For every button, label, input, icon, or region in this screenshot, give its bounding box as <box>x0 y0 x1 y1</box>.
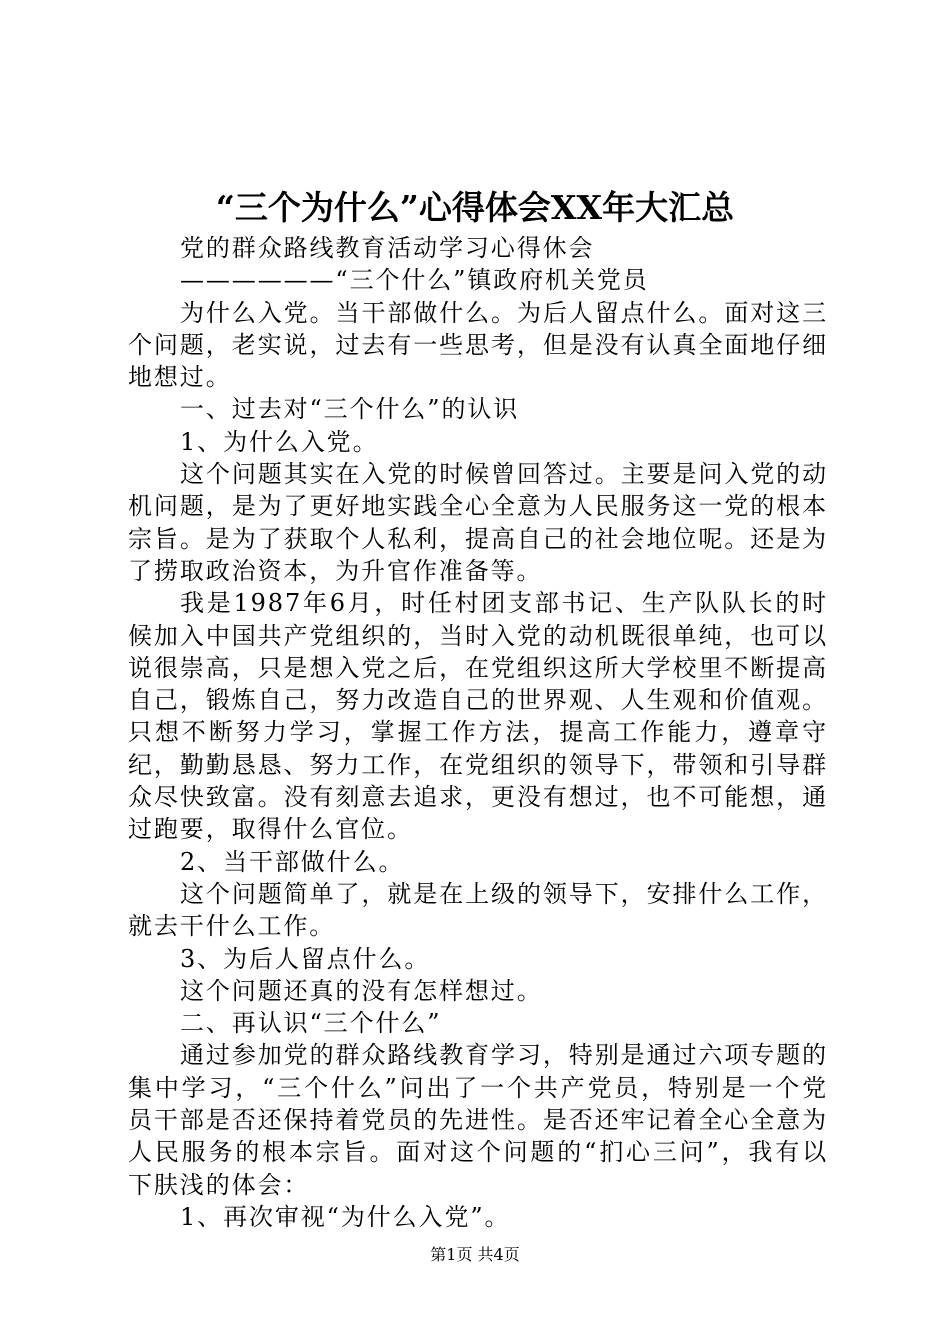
paragraph-subtitle: 党的群众路线教育活动学习心得休会 <box>180 234 595 262</box>
paragraph-why-join: 这个问题其实在入党的时候曾回答过。主要是问入党的动机问题，是为了更好地实践全心全意为人民服务这一党的根本宗旨。是为了获取个人私利，提高自己的社会地位呢。还是为了捞取政治资本，为升官作准备等。 <box>128 460 828 585</box>
paragraph-intro: 为什么入党。当干部做什么。为后人留点什么。面对这三个问题，老实说，过去有一些思考，但是没有认真全面地仔细地想过。 <box>128 298 828 392</box>
section-heading-rethink: 二、再认识“三个什么” <box>180 1009 442 1038</box>
subheading-review-why-join: 1、再次审视“为什么入党”。 <box>180 1202 511 1231</box>
document-title: “三个为什么”心得体会XX年大汇总 <box>215 188 735 227</box>
paragraph-cadre-work: 这个问题简单了，就是在上级的领导下，安排什么工作，就去干什么工作。 <box>128 879 828 941</box>
subheading-cadre-work: 2、当干部做什么。 <box>180 847 405 876</box>
paragraph-author-line: ——————“三个什么”镇政府机关党员 <box>180 266 649 295</box>
subheading-legacy: 3、为后人留点什么。 <box>180 944 431 973</box>
paragraph-personal-history: 我是1987年6月，时任村团支部书记、生产队队长的时候加入中国共产党组织的，当时入党的动机既很单纯，也可以说很崇高，只是想入党之后，在党组织这所大学校里不断提高自己，锻炼自己，努力改造自己的世界观、人生观和价值观。只想不断努力学习，掌握工作方法，提高工作能力，遵章守纪，勤勤恳恳、努力工作，在党组织的领导下，带领和引导群众尽快致富。没有刻意去追求，更没有想过，也不可能想，通过跑要，取得什么官位。 <box>128 589 828 844</box>
paragraph-rethink: 通过参加党的群众路线教育学习，特别是通过六项专题的集中学习，“三个什么”问出了一个共产党员，特别是一个党员干部是否还保持着党员的先进性。是否还牢记着全心全意为人民服务的根本宗旨。面对这个问题的“扪心三问”，我有以下肤浅的体会： <box>128 1041 828 1199</box>
page-number-footer: 第1页 共4页 <box>430 1245 520 1264</box>
subheading-why-join: 1、为什么入党。 <box>180 427 379 456</box>
paragraph-legacy: 这个问题还真的没有怎样想过。 <box>180 976 543 1005</box>
section-heading-past: 一、过去对“三个什么”的认识 <box>180 395 520 424</box>
document-body <box>128 232 828 1233</box>
